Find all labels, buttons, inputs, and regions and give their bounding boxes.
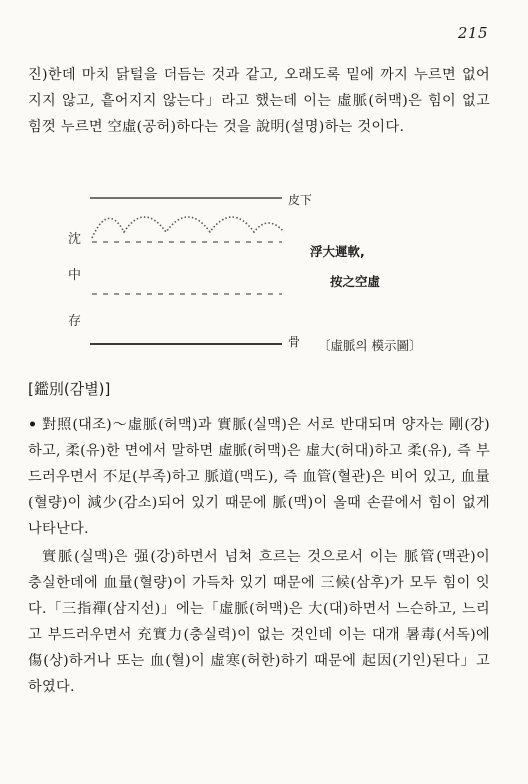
paragraph-excess-pulse: 實脈(실맥)은 强(강)하면서 넘쳐 흐르는 것으로서 이는 脈管(맥관)이 충실한데에 血量(혈량)이 가득차 있기 때문에 三候(삼후)가 모두 힘이 잇다.「三指禪(삼지선)」에는「虛脈(허맥)은 大(대)하면서 느슨하고, 느리고 부드러우면서 充實力(충실력)이 없는 것인데 이는 대개 暑毒(서독)에 傷(상)하거나 또는 血(혈)이 虛寒(허한)하기 때문에 起因(기인)된다」고 하였다. (28, 549, 490, 695)
page-number: 215 (457, 24, 488, 42)
paragraph-comparison (28, 412, 490, 542)
bullet-mark: • (28, 417, 38, 433)
label-sink: 沈 (68, 232, 82, 247)
label-deep: 存 (68, 314, 82, 329)
label-bone: 骨 (288, 335, 301, 349)
text-floating: 浮大遲軟, (310, 244, 365, 259)
text-press: 按之空虛 (330, 274, 381, 289)
section-heading: [鑑別(감별)] (28, 380, 111, 398)
paragraph-comparison-text: 對照(대조)～虛脈(허맥)과 實脈(실맥)은 서로 반대되며 양자는 剛(강)하고, 柔(유)한 면에서 말하면 虛脈(허맥)은 虛大(허대)하고 柔(유), 즉 부드러우면서 不足(부족)하고 脈道(맥도), 즉 血管(혈관)은 비어 있고, 血量(혈량)이 減少(감소)되어 있기 때문에 脈(맥)이 올때 손끝에서 힘이 없게 나타난다. (28, 417, 490, 537)
pulse-diagram (0, 188, 528, 358)
label-skin: 皮下 (288, 193, 313, 207)
label-middle: 中 (68, 268, 82, 283)
paragraph-intro: 진)한데 마치 닭털을 더듬는 것과 같고, 오래도록 밑에 까지 누르면 없어지지 않고, 흩어지지 않는다」라고 했는데 이는 虛脈(허맥)은 힘이 없고 힘껏 누르면 空虛(공허)하다는 것을 說明(설명)하는 것이다. (28, 67, 490, 135)
pulse-wave (92, 217, 284, 238)
diagram-caption: 〔虛脈의 模示圖〕 (318, 338, 422, 353)
